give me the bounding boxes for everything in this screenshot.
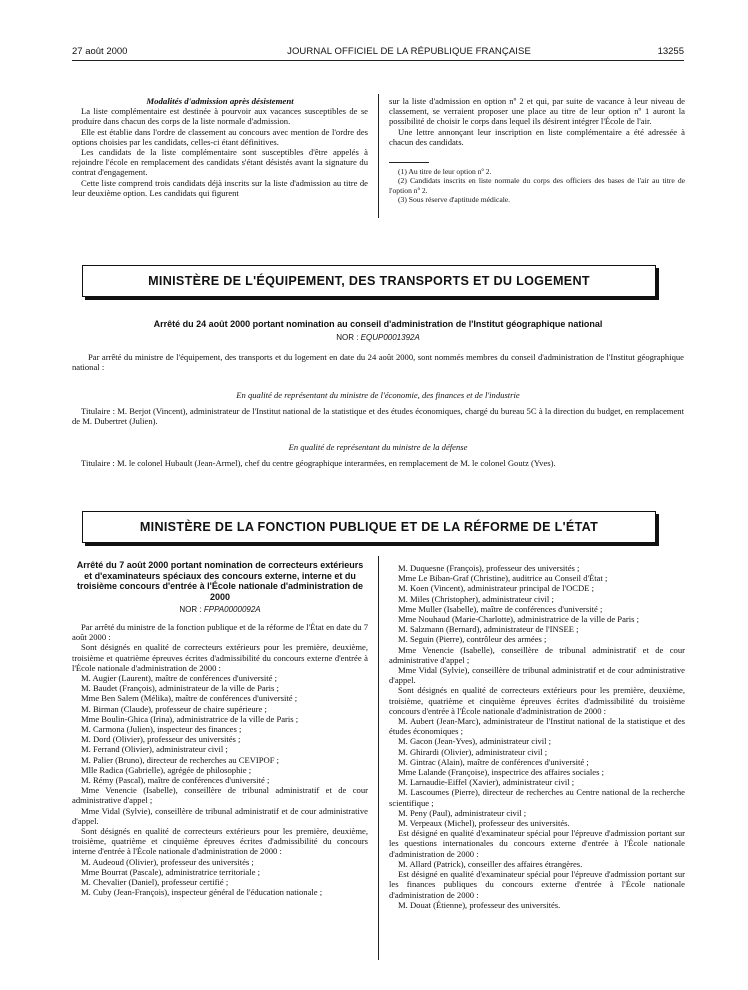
list-item: Mme Vidal (Sylvie), conseillère de tribunal administratif et de cour administrative d'appel.: [72, 805, 368, 826]
list-item: Mme Bourrat (Pascale), administratrice territoriale ;: [81, 866, 260, 877]
list-item: Est désigné en qualité d'examinateur spécial pour l'épreuve d'admission portant sur les questions internationales du concours externe d'entrée à l'École nationale d'administration de 2000 :: [389, 828, 685, 859]
nor-code: EQUP0001392A: [360, 333, 420, 342]
nor-reference: [72, 333, 684, 342]
arrete-title: Arrêté du 24 août 2000 portant nomination au conseil d'administration de l'Institut géographique national: [153, 319, 603, 329]
header-date: 27 août 2000: [72, 46, 128, 57]
list-item: Mlle Radica (Gabrielle), agrégée de philosophie ;: [81, 764, 252, 775]
decree-intro: Par arrêté du ministre de l'équipement, des transports et du logement en date du 24 août 2000, sont nommés membres du conseil d'administration de l'Institut géographique national :: [72, 352, 684, 373]
nor-label: NOR :: [179, 605, 202, 614]
list-item: Mme Le Biban-Graf (Christine), auditrice au Conseil d'État ;: [398, 573, 608, 584]
list-item: M. Salzmann (Bernard), administrateur de l'INSEE ;: [398, 624, 579, 635]
list-item: M. Audeoud (Olivier), professeur des universités ;: [81, 856, 254, 867]
list-item: Mme Venencie (Isabelle), conseillère de tribunal administratif et de cour administrative d'appel ;: [72, 785, 368, 806]
list-item: M. Carmona (Julien), inspecteur des finances ;: [81, 724, 242, 735]
paragraph: sur la liste d'admission en option nº 2 et qui, par suite de vacance à leur niveau de classement, se verraient proposer une place au titre de leur option nº 1 auront la possibilité de choisir le corps dans lequel ils désirent intégrer l'École de l'air.: [389, 96, 685, 127]
footnote: (1) Au titre de leur option nº 2.: [398, 167, 492, 177]
list-item: Mme Muller (Isabelle), maître de conférences d'université ;: [398, 603, 603, 614]
page-number: 13255: [657, 46, 684, 57]
appointment-text: Titulaire : M. Berjot (Vincent), administrateur de l'Institut national de la statistique et des études économiques, chargé du bureau 5C à la direction du budget, en remplacement de M. Dubertret (Julien).: [72, 406, 684, 427]
footnotes: [389, 167, 685, 205]
list-item: M. Baudet (François), administrateur de la ville de Paris ;: [81, 683, 279, 694]
column-divider: [378, 556, 379, 960]
nor-reference: [72, 605, 368, 614]
bottom-left-column: [72, 560, 368, 897]
list-item: M. Gacon (Jean-Yves), administrateur civil ;: [398, 736, 552, 747]
list-item: M. Rémy (Pascal), maître de conférences d'université ;: [81, 775, 270, 786]
subheading: En qualité de représentant du ministre de la défense: [288, 442, 468, 452]
list-item: M. Ferrand (Olivier), administrateur civil ;: [81, 744, 228, 755]
list-item: M. Duquesne (François), professeur des universités ;: [398, 563, 580, 573]
list-item: M. Lascoumes (Pierre), directeur de recherches au Centre national de la recherche scientifique ;: [389, 787, 685, 808]
section-heading: Modalités d'admission après désistement: [146, 96, 294, 106]
list-item: M. Palier (Bruno), directeur de recherches au CEVIPOF ;: [81, 754, 280, 765]
list-item: M. Birman (Claude), professeur de chaire supérieure ;: [81, 703, 267, 714]
list-item: Mme Ben Salem (Mélika), maître de conférences d'université ;: [81, 693, 298, 704]
journal-title: JOURNAL OFFICIEL DE LA RÉPUBLIQUE FRANÇAISE: [287, 46, 531, 57]
list-item: Sont désignés en qualité de correcteurs extérieurs pour les première, deuxième, troisième, quatrième et cinquième épreuves écrites d'admissibilité du concours interne d'entrée à l'École nationale d'administration de 2000 :: [72, 826, 368, 857]
list-item: Mme Nouhaud (Marie-Charlotte), administratrice de la ville de Paris ;: [398, 614, 640, 625]
footnote: (2) Candidats inscrits en liste normale du corps des officiers des bases de l'air au titre de l'option nº 2.: [389, 176, 685, 195]
list-item: M. Dord (Olivier), professeur des universités ;: [81, 734, 241, 745]
header-rule: [72, 60, 684, 61]
list-item: Mme Vidal (Sylvie), conseillère de tribunal administratif et de cour administrative d'appel.: [389, 665, 685, 686]
paragraph: Les candidats de la liste complémentaire sont susceptibles d'être appelés à rejoindre l'école en remplacement des candidats s'étant désistés avant la signature du contrat d'engagement.: [72, 147, 368, 178]
list-item: M. Peny (Paul), administrateur civil ;: [398, 807, 527, 818]
list-item: M. Ghirardi (Olivier), administrateur civil ;: [398, 746, 548, 757]
list-item: Par arrêté du ministre de la fonction publique et de la réforme de l'État en date du 7 août 2000 :: [72, 622, 368, 643]
nor-code: FPPA0000092A: [203, 605, 261, 614]
subheading: En qualité de représentant du ministre de l'économie, des finances et de l'industrie: [236, 390, 520, 400]
list-item: M. Cuby (Jean-François), inspecteur général de l'éducation nationale ;: [81, 887, 323, 898]
list-item: M. Verpeaux (Michel), professeur des universités.: [398, 818, 570, 829]
ministry-banner: MINISTÈRE DE L'ÉQUIPEMENT, DES TRANSPORTS ET DU LOGEMENT: [82, 265, 656, 297]
footnote-rule: [389, 162, 429, 163]
bottom-right-column: [389, 563, 685, 910]
paragraph: La liste complémentaire est destinée à pourvoir aux vacances susceptibles de se produire dans chacun des corps de la liste normale d'admission.: [72, 106, 368, 127]
list-item: M. Koen (Vincent), administrateur principal de l'OCDE ;: [398, 583, 595, 594]
ministry-banner: MINISTÈRE DE LA FONCTION PUBLIQUE ET DE LA RÉFORME DE L'ÉTAT: [82, 511, 656, 543]
arrete-title: Arrêté du 7 août 2000 portant nomination de correcteurs extérieurs et d'examinateurs spéciaux des concours externe, interne et du troisième concours d'entrée à l'École nationale d'administration de 2000: [76, 560, 364, 602]
list-item: M. Allard (Patrick), conseiller des affaires étrangères.: [398, 858, 583, 869]
list-item: M. Chevalier (Daniel), professeur certifié ;: [81, 877, 229, 888]
list-item: M. Seguin (Pierre), contrôleur des armées ;: [398, 634, 547, 645]
nor-label: NOR :: [336, 333, 359, 342]
nomination-list: [72, 622, 368, 897]
list-item: M. Aubert (Jean-Marc), administrateur de l'Institut national de la statistique et des études économiques ;: [389, 716, 685, 737]
column-divider: [378, 94, 379, 218]
nomination-list: [389, 563, 685, 910]
list-item: Sont désignés en qualité de correcteurs extérieurs pour les première, deuxième, troisième et quatrième épreuves écrites d'admissibilité du concours externe d'entrée à l'École nationale d'administration de 2000 :: [72, 642, 368, 673]
list-item: M. Augier (Laurent), maître de conférences d'université ;: [81, 673, 278, 684]
paragraph: Elle est établie dans l'ordre de classement au concours avec mention de l'ordre des options choisies par les candidats, celles-ci étant définitives.: [72, 126, 368, 147]
list-item: Est désigné en qualité d'examinateur spécial pour l'épreuve d'admission portant sur les finances publiques du concours externe d'entrée à l'École nationale d'administration de 2000 :: [389, 869, 685, 900]
list-item: Mme Venencie (Isabelle), conseillère de tribunal administratif et de cour administrative d'appel ;: [389, 644, 685, 665]
paragraph: Cette liste comprend trois candidats déjà inscrits sur la liste d'admission au titre de leur deuxième option. Les candidats qui figurent: [72, 177, 368, 198]
list-item: Mme Boulin-Ghica (Irina), administratrice de la ville de Paris ;: [81, 713, 299, 724]
appointment-text: Titulaire : M. le colonel Hubault (Jean-Armel), chef du centre géographique interarmées, en remplacement de M. le colonel Goutz (Yves).: [81, 458, 556, 468]
list-item: M. Gintrac (Alain), maître de conférences d'université ;: [398, 756, 589, 767]
top-left-column: [72, 96, 368, 198]
list-item: Mme Lalande (Françoise), inspectrice des affaires sociales ;: [398, 767, 605, 778]
list-item: M. Douat (Étienne), professeur des universités.: [398, 899, 561, 910]
list-item: Sont désignés en qualité de correcteurs extérieurs pour les première, deuxième, troisième, quatrième et cinquième épreuves écrites d'admissibilité du troisième concours d'entrée à l'École nationale d'administration de 2000 :: [389, 685, 685, 716]
list-item: M. Miles (Christopher), administrateur civil ;: [398, 593, 554, 604]
footnote: (3) Sous réserve d'aptitude médicale.: [398, 195, 511, 205]
top-right-column: [389, 96, 685, 205]
paragraph: Une lettre annonçant leur inscription en liste complémentaire a été adressée à chacun des candidats.: [389, 126, 685, 147]
list-item: M. Larnaudie-Eiffel (Xavier), administrateur civil ;: [398, 777, 575, 788]
